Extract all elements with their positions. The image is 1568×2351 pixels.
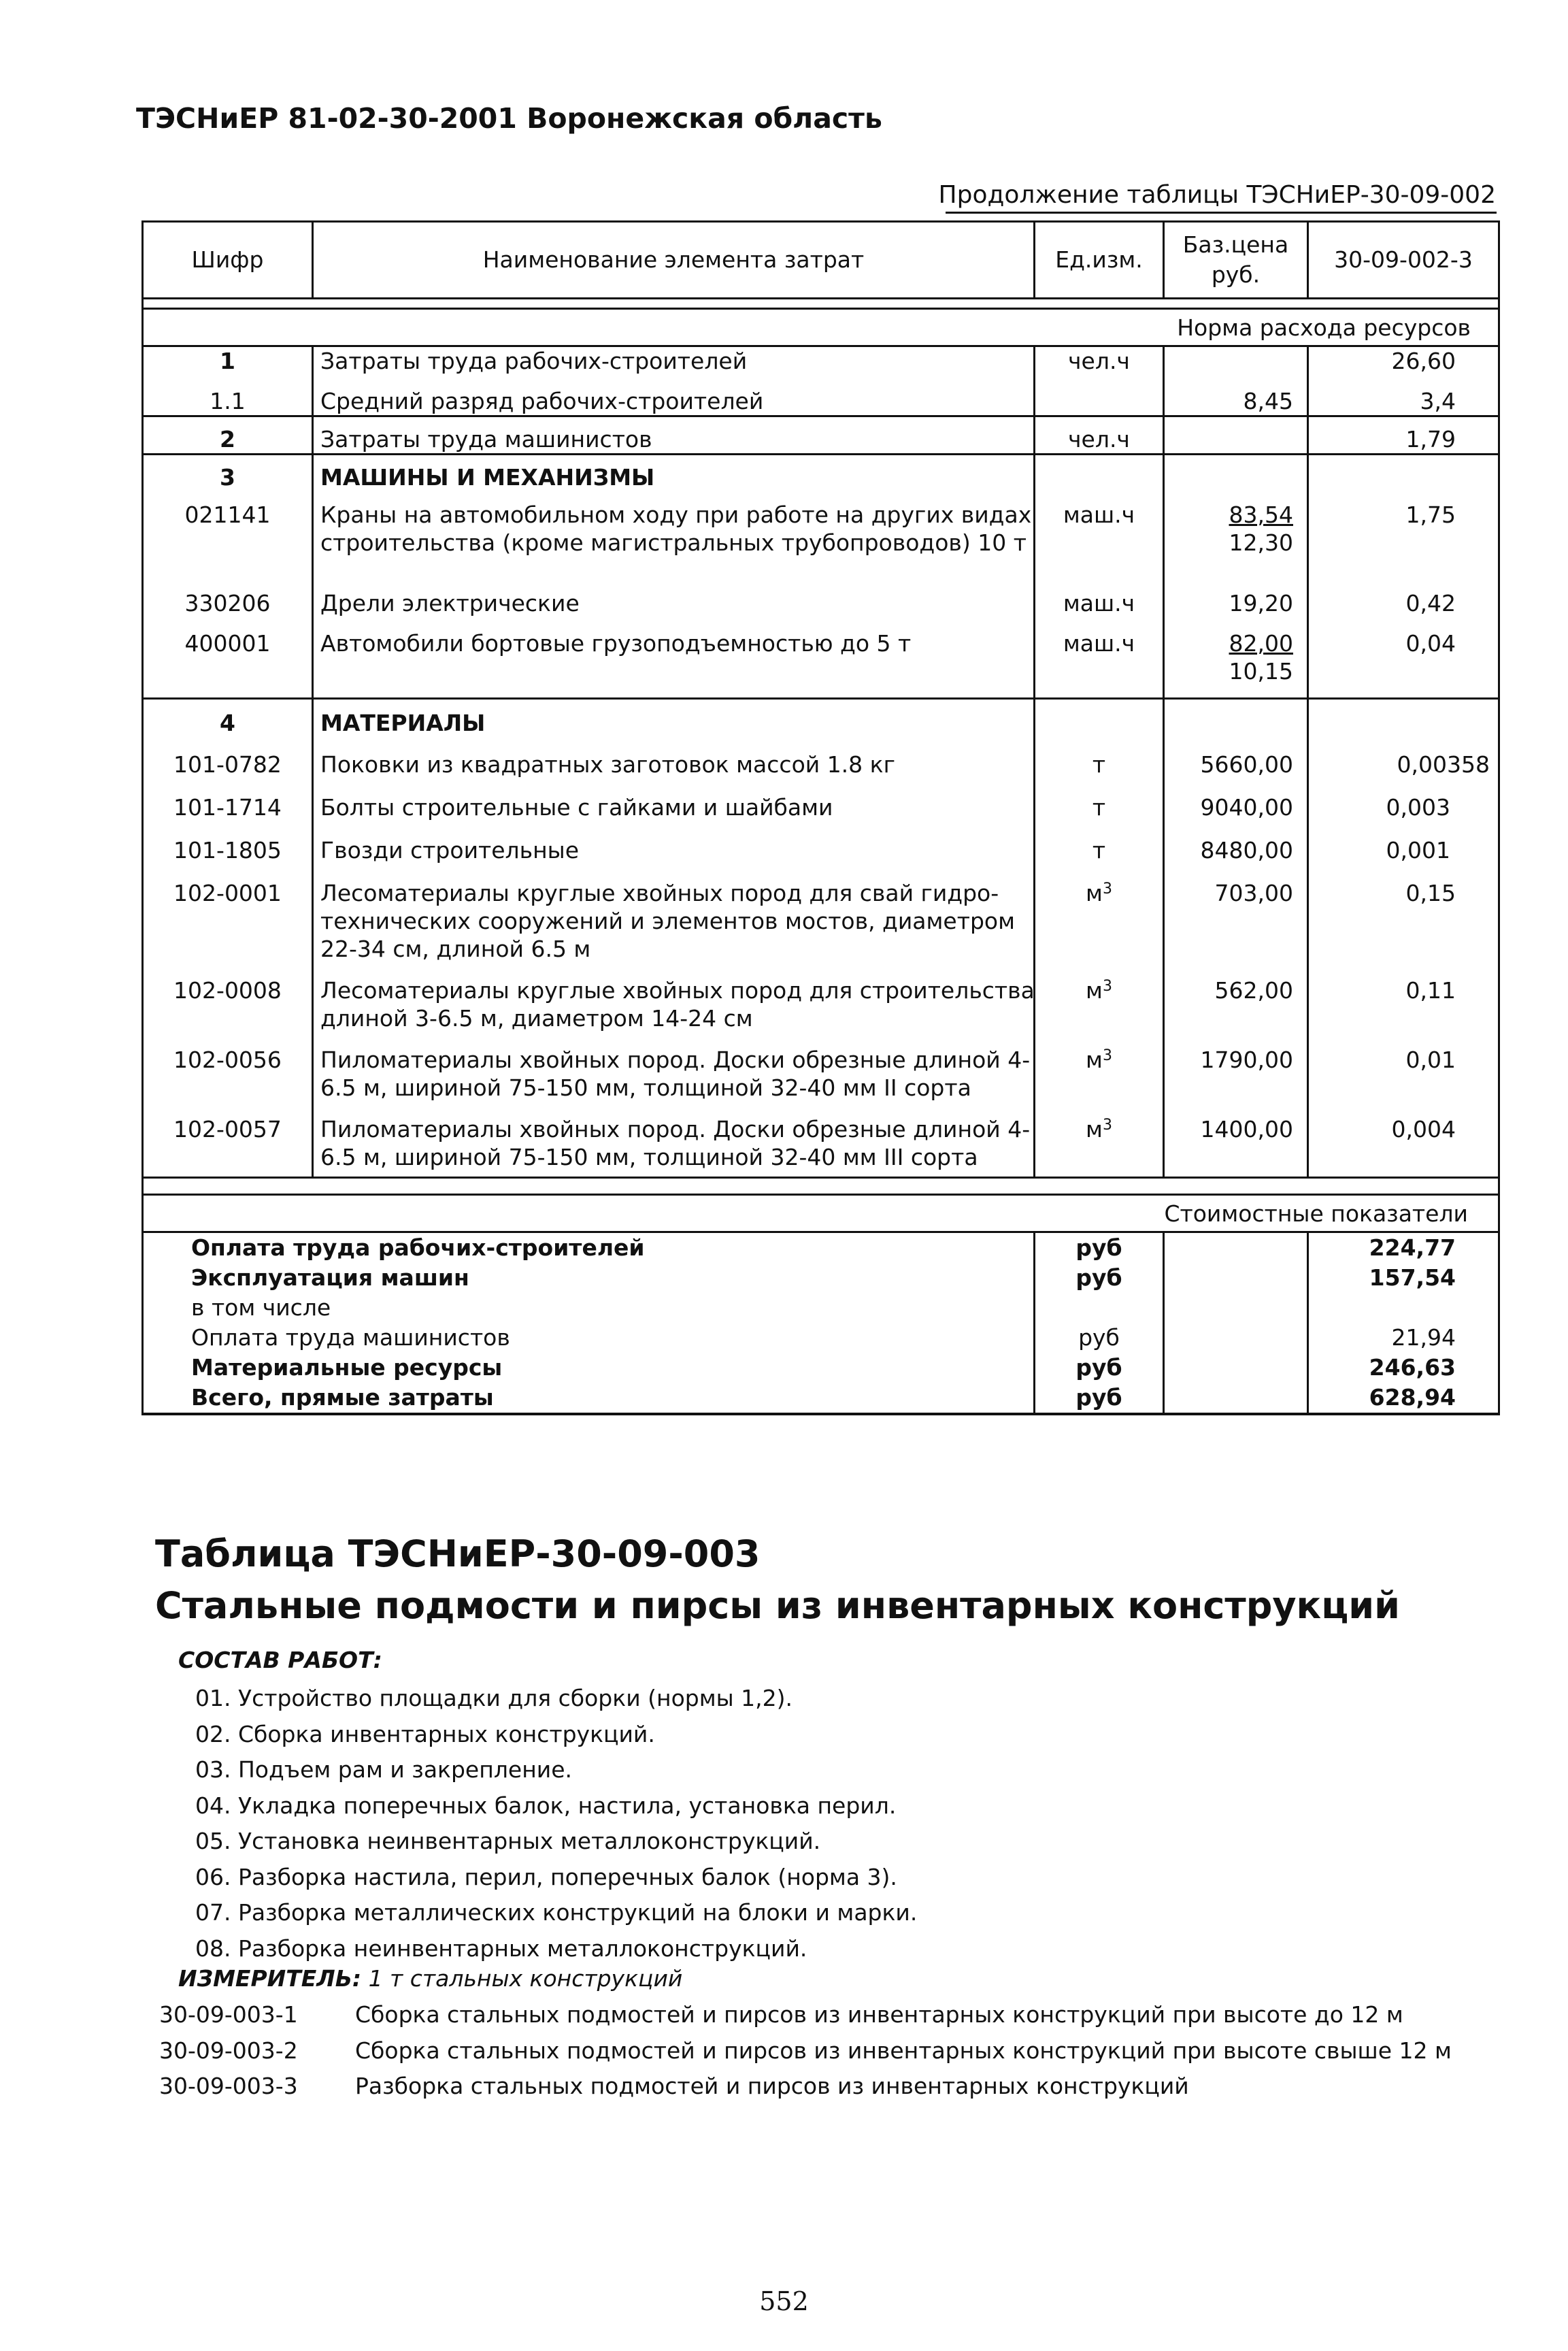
table-row: 2 Затраты труда машинистов чел.ч 1,79 (143, 416, 1499, 455)
list-item: 02. Сборка инвентарных конструкций. (195, 1720, 655, 1747)
list-item: 30-09-003-1 Сборка стальных подмостей и пирсов из инвентарных конструкций при высоте до 12 м (159, 2001, 1403, 2028)
norm-section-row (143, 309, 1499, 346)
table-row: 330206 Дрели электрические маш.ч 19,20 0,42 (143, 557, 1499, 617)
list-item: 01. Устройство площадки для сборки (нормы 1,2). (195, 1685, 793, 1711)
table-row: 1.1 Средний разряд рабочих-строителей 8,45 3,4 (143, 375, 1499, 416)
machines-group-row: 3 МАШИНЫ И МЕХАНИЗМЫ (143, 455, 1499, 492)
continuation-rule (946, 212, 1497, 214)
list-item: 06. Разборка настила, перил, поперечных балок (норма 3). (195, 1863, 897, 1890)
work-composition-heading: СОСТАВ РАБОТ: (178, 1647, 382, 1673)
header-norm-code: 30-09-002-3 (1308, 222, 1499, 299)
table-row: 102-0001 Лесоматериалы круглые хвойных пород для свай гидро- технических сооружений и элементов мостов, диаметром 22-34 см, длиной 6.5 м $м^3$ 703,00 0,15 (143, 864, 1499, 963)
table-header-row (143, 222, 1499, 299)
summary-row: в том числе (143, 1293, 1499, 1323)
summary-row: Оплата труда машинистов руб 21,94 (143, 1323, 1499, 1353)
header-price-line-1: Баз.цена (1182, 231, 1289, 258)
page-number: 552 (759, 2286, 809, 2316)
list-item: 04. Укладка поперечных балок, настила, установка перил. (195, 1792, 897, 1819)
work-composition-list (195, 1681, 917, 1967)
table-continuation-note: Продолжение таблицы ТЭСНиЕР-30-09-002 (938, 181, 1496, 209)
summary-row: Оплата труда рабочих-строителей руб 224,77 (143, 1232, 1499, 1264)
header-price-line-2: руб. (1211, 261, 1261, 288)
list-item: 30-09-003-3 Разборка стальных подмостей и пирсов из инвентарных конструкций (159, 2073, 1189, 2099)
table-row: 1 Затраты труда рабочих-строителей чел.ч 26,60 (143, 346, 1499, 376)
list-item: 08. Разборка неинвентарных металлоконструкций. (195, 1935, 807, 1962)
table-row: 101-1805 Гвозди строительные т 8480,00 0,001 (143, 821, 1499, 864)
cost-section-row (143, 1195, 1499, 1232)
table-row: 102-0056 Пиломатериалы хвойных пород. Доски обрезные длиной 4- 6.5 м, шириной 75-150 мм, толщиной 32-40 мм II сорта $м^3$ 1790,00 0,01 (143, 1032, 1499, 1102)
header-price (1164, 222, 1308, 299)
document-header: ТЭСНиЕР 81-02-30-2001 Воронежская область (136, 102, 882, 135)
resource-table (141, 220, 1500, 1415)
table-row: 101-1714 Болты строительные с гайками и шайбами т 9040,00 0,003 (143, 778, 1499, 821)
summary-row: Материальные ресурсы руб 246,63 (143, 1353, 1499, 1383)
header-name: Наименование элемента затрат (313, 222, 1035, 299)
table-row: 101-0782 Поковки из квадратных заготовок массой 1.8 кг т 5660,00 0,00358 (143, 737, 1499, 778)
table-row: 400001 Автомобили бортовые грузоподъемностью до 5 т маш.ч 82,00 10,15 0,04 (143, 617, 1499, 699)
summary-row: Эксплуатация машин руб 157,54 (143, 1263, 1499, 1293)
header-unit: Ед.изм. (1035, 222, 1164, 299)
summary-row: Всего, прямые затраты руб 628,94 (143, 1383, 1499, 1414)
list-item: 03. Подъем рам и закрепление. (195, 1756, 573, 1783)
materials-group-row: 4 МАТЕРИАЛЫ (143, 699, 1499, 738)
norm-section-label: Норма расхода ресурсов (143, 309, 1499, 346)
table-row: 021141 Краны на автомобильном ходу при работе на других видах строительства (кроме магистральных трубопроводов) 10 т маш.ч 83,54 12,30 1,75 (143, 491, 1499, 557)
list-item: 05. Установка неинвентарных металлоконструкций. (195, 1828, 821, 1854)
table2-subtitle: Стальные подмости и пирсы из инвентарных конструкций (155, 1584, 1400, 1627)
measure-value: 1 т стальных конструкций (368, 1965, 683, 1992)
table2-title: Таблица ТЭСНиЕР-30-09-003 (155, 1532, 761, 1575)
table-row: 102-0008 Лесоматериалы круглые хвойных пород для строительства длиной 3-6.5 м, диаметром 14-24 см $м^3$ 562,00 0,11 (143, 963, 1499, 1032)
header-code: Шифр (143, 222, 313, 299)
norm-code-list (159, 1997, 1452, 2105)
measure-label: ИЗМЕРИТЕЛЬ: (178, 1965, 362, 1992)
list-item: 07. Разборка металлических конструкций на блоки и марки. (195, 1899, 918, 1926)
list-item: 30-09-003-2 Сборка стальных подмостей и пирсов из инвентарных конструкций при высоте свыше 12 м (159, 2037, 1452, 2064)
cost-section-label: Стоимостные показатели (143, 1195, 1499, 1232)
table-row: 102-0057 Пиломатериалы хвойных пород. Доски обрезные длиной 4- 6.5 м, шириной 75-150 мм, толщиной 32-40 мм III сорта $м^3$ 1400,00 0,004 (143, 1102, 1499, 1178)
measure-line (178, 1965, 682, 1992)
